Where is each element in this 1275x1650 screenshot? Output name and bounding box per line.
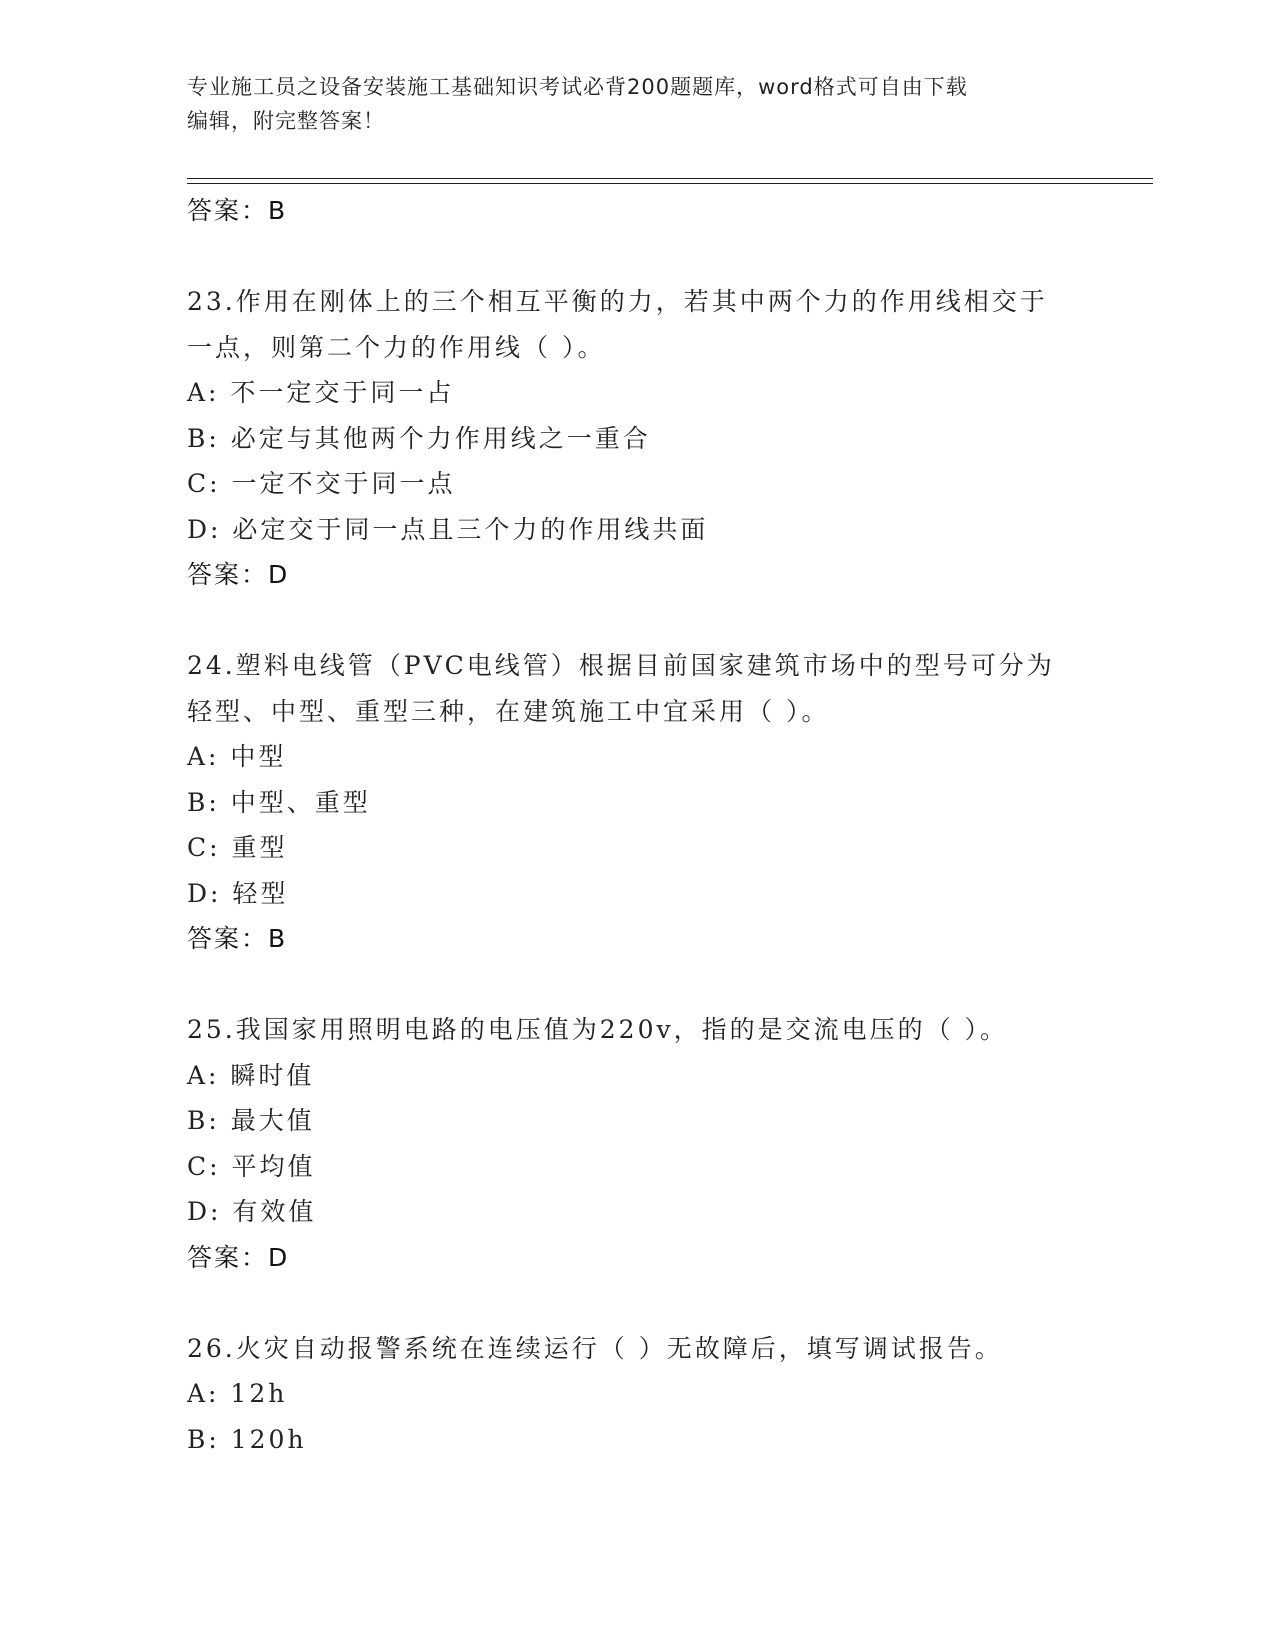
option-b: B: 中型、重型: [187, 787, 371, 817]
question-block: [187, 1326, 1087, 1463]
spacer: [187, 1280, 1087, 1326]
option-a: A: 中型: [187, 742, 287, 771]
answer-label: 答案：D: [187, 560, 290, 589]
option-a: A: 不一定交于同一占: [187, 378, 455, 407]
answer-label: 答案：B: [187, 196, 288, 225]
option-c: C: 平均值: [187, 1151, 316, 1181]
header-divider-bottom: [187, 183, 1153, 184]
option-a: A: 瞬时值: [187, 1060, 315, 1090]
question-stem-line: 25.我国家用照明电路的电压值为220v，指的是交流电压的（ ）。: [187, 1015, 1009, 1044]
option-c: C: 重型: [187, 833, 288, 862]
header-divider-top: [187, 178, 1153, 179]
spacer: [187, 234, 1087, 280]
question-block: [187, 1007, 1087, 1280]
question-block: [187, 279, 1087, 598]
question-stem-line: 26.火灾自动报警系统在连续运行（ ）无故障后，填写调试报告。: [187, 1333, 1003, 1363]
option-a: A: 12h: [187, 1379, 288, 1408]
question-stem-line: 一点，则第二个力的作用线（ ）。: [187, 332, 606, 362]
answer-label: 答案：D: [187, 1242, 290, 1272]
document-header: [187, 70, 1067, 138]
option-b: B: 120h: [187, 1424, 307, 1454]
header-line-1: 专业施工员之设备安装施工基础知识考试必背200题题库，word格式可自由下载: [187, 75, 968, 99]
option-b: B: 必定与其他两个力作用线之一重合: [187, 423, 651, 453]
option-b: B: 最大值: [187, 1106, 315, 1135]
spacer: [187, 962, 1087, 1008]
answer-label: 答案：B: [187, 924, 288, 953]
question-content: [187, 188, 1087, 1462]
option-c: C: 一定不交于同一点: [187, 469, 456, 498]
header-line-2: 编辑，附完整答案！: [187, 109, 385, 133]
question-stem-line: 24.塑料电线管（PVC电线管）根据目前国家建筑市场中的型号可分为: [187, 651, 1055, 680]
question-block: [187, 643, 1087, 962]
question-stem-line: 23.作用在刚体上的三个相互平衡的力，若其中两个力的作用线相交于: [187, 287, 1048, 316]
spacer: [187, 598, 1087, 644]
option-d: D: 有效值: [187, 1197, 317, 1226]
question-stem-line: 轻型、中型、重型三种，在建筑施工中宜采用（ ）。: [187, 696, 830, 726]
option-d: D: 必定交于同一点且三个力的作用线共面: [187, 514, 709, 544]
option-d: D: 轻型: [187, 878, 289, 908]
